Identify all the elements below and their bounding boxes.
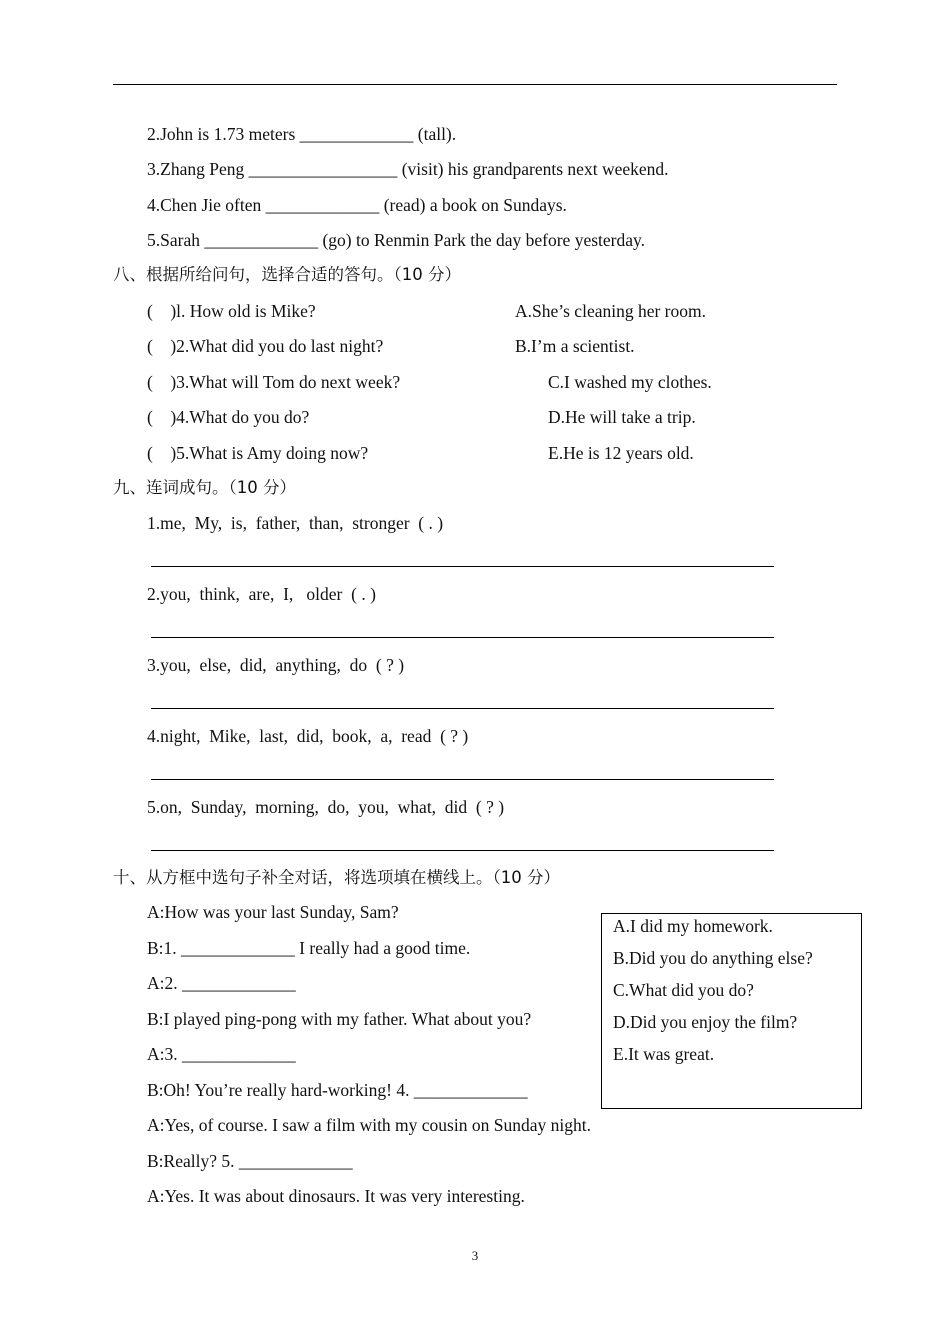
header-rule: [113, 84, 837, 85]
s9-answer-line-4: [151, 779, 774, 780]
s10-option-a: A.I did my homework.: [613, 916, 773, 936]
page-number: 3: [471, 1248, 479, 1263]
s8-answer-a: A.She’s cleaning her room.: [515, 301, 706, 321]
s9-item-3: 3.you, else, did, anything, do ( ? ): [147, 655, 405, 675]
section-10-title: 十、从方框中选句子补全对话，将选项填在横线上。（10 分）: [113, 868, 560, 887]
s8-question-4: ( )4.What do you do?: [147, 407, 310, 427]
section-9-title: 九、连词成句。（10 分）: [113, 478, 296, 497]
s10-dialogue-line: B:Really? 5. _____________: [147, 1151, 353, 1171]
s10-dialogue-line: B:1. _____________ I really had a good time.: [147, 938, 471, 958]
s9-answer-line-1: [151, 566, 774, 567]
s8-answer-c: C.I washed my clothes.: [548, 372, 712, 392]
s10-option-b: B.Did you do anything else?: [613, 948, 813, 968]
s10-option-c: C.What did you do?: [613, 980, 754, 1000]
s8-question-5: ( )5.What is Amy doing now?: [147, 443, 369, 463]
s10-option-d: D.Did you enjoy the film?: [613, 1012, 798, 1032]
s9-answer-line-5: [151, 850, 774, 851]
s8-question-2: ( )2.What did you do last night?: [147, 336, 384, 356]
s10-dialogue-line: B:Oh! You’re really hard-working! 4. _____________: [147, 1080, 528, 1100]
s9-item-4: 4.night, Mike, last, did, book, a, read ( ? ): [147, 726, 469, 746]
s7-question-5: 5.Sarah _____________ (go) to Renmin Park the day before yesterday.: [147, 230, 645, 250]
s10-dialogue-line: A:2. _____________: [147, 973, 296, 993]
s9-answer-line-2: [151, 637, 774, 638]
s7-question-4: 4.Chen Jie often _____________ (read) a book on Sundays.: [147, 195, 567, 215]
s10-option-e: E.It was great.: [613, 1044, 715, 1064]
s10-dialogue-line: A:Yes, of course. I saw a film with my cousin on Sunday night.: [147, 1115, 591, 1135]
s8-question-3: ( )3.What will Tom do next week?: [147, 372, 401, 392]
s9-item-2: 2.you, think, are, I, older ( . ): [147, 584, 376, 604]
section-8-title: 八、根据所给问句，选择合适的答句。（10 分）: [113, 265, 461, 284]
s8-answer-b: B.I’m a scientist.: [515, 336, 635, 356]
s9-item-1: 1.me, My, is, father, than, stronger ( . ): [147, 513, 444, 533]
s8-question-1: ( )l. How old is Mike?: [147, 301, 316, 321]
s7-question-2: 2.John is 1.73 meters _____________ (tall).: [147, 124, 457, 144]
s9-answer-line-3: [151, 708, 774, 709]
s7-question-3: 3.Zhang Peng _________________ (visit) his grandparents next weekend.: [147, 159, 669, 179]
s10-dialogue-line: B:I played ping-pong with my father. What about you?: [147, 1009, 532, 1029]
s10-dialogue-line: A:3. _____________: [147, 1044, 296, 1064]
s9-item-5: 5.on, Sunday, morning, do, you, what, did ( ? ): [147, 797, 505, 817]
s10-dialogue-line: A:Yes. It was about dinosaurs. It was very interesting.: [147, 1186, 525, 1206]
s10-dialogue-line: A:How was your last Sunday, Sam?: [147, 902, 399, 922]
s8-answer-d: D.He will take a trip.: [548, 407, 696, 427]
s8-answer-e: E.He is 12 years old.: [548, 443, 694, 463]
